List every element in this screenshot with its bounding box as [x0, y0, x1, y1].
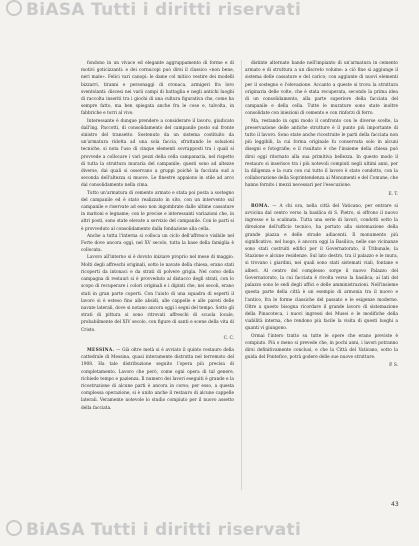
- right-column: [245, 60, 398, 375]
- left-column: [81, 60, 234, 412]
- column-divider: [241, 60, 242, 490]
- paragraph: distinte alternate bande nell'impianto di un'armatura in cemento armato e di struttura a un discreto volume: a ciò fine si aggiunge il sistema delle cassature e del carico; con aggiunte di nuovi elementi per il sostegno e l'elevazione. Accanto a queste si trova la struttura originaria delle volte, che è stata recuperata, secondo la prima idea di un consolidamento, alla parte superiore della facciata del campanile e della cella. Tutte le murature sono state inoltre consolidate con iniezioni di cemento e con rinforzi di ferro.: [245, 61, 398, 117]
- page-number: 43: [391, 501, 399, 508]
- paragraph: Interessante è dunque prendere a considerare il lavoro, giudicato dall'ing. Paccotti, di consolidamento del campanile posto sul fronte sinistro del transetto. Sostenuto da un sistema costituito da un'armatura ridotta ad una sola faccia, sfruttando le soluzioni tecniche, si nota l'uso di cinque elementi sovrapposti tra i quali si provvede a collocare i vari pezzi della cella campanaria, nel rispetto di tutta la struttura muraria del campanile; questi sono ad altezze diverse, dai quali si osservano a gruppi poiché la facciata sud a seconda dell'altezza si muove. Le finestre appaiono in stile ad arco dal consolidamento nella cima.: [81, 118, 234, 189]
- section-heading: MESSINA.: [87, 347, 115, 353]
- watermark-text: BiASA Tutti i diritti riservati: [26, 520, 302, 540]
- paragraph: fondono in un vivace ed elegante aggruppamento di forme e di motivi goticizzanti: e dei cornucopi può dirsi il classico «non bene, neri male». Felici vari canopi: le dame col mitico vestire dei modelli bizzarri, tiranni e personaggi di cronaca, armigeri fra loro sventolanti: discesi nei varii campi di battaglia e negli antichi luoghi di raccolta inseriti tra i giochi di una cultura figurativa che, come ha sempre fatto, ma ben spiegata anche fra le cose e, talvolta, in fabbriche e torri al vivo.: [81, 61, 234, 117]
- paragraph: [81, 347, 234, 412]
- paragraph: [245, 203, 398, 333]
- paragraph: Lavoro all'interno si è dovuto iniziare proprio nel mese di maggio. Molti degli affreschi originali, sotto le navate della chiesa, erano stati ricoperti da intonaci e da strati di polvere grigia. Nel corso della campagna di restauri si è provveduto al distacco degli strati, con lo scopo di recuperare i colori originali e i dipinti che, nei secoli, erano stati in gran parte coperti. Con l'aiuto di una squadra di esperti il lavoro si è esteso fino alle absidi, alle cappelle e alle pareti delle navate laterali, dove si notano ancora oggi i segni del tempo. Sotto gli strati di pittura si sono ritrovati affreschi di scuola locale, probabilmente del XIV secolo, con figure di santi e scene della vita di Cristo.: [81, 255, 234, 333]
- biasa-logo-icon: [6, 0, 22, 16]
- paragraph: Ormai l'intero tratto su tutte le opere che erano previste è compiuto. Più o meno si prevede che, in pochi anni, i lavori potranno dirsi definitivamente conclusi, e che la Città del Vaticano, sotto la guida del Pontefice, potrà godere delle sue nuove strutture.: [245, 333, 398, 361]
- author-signature: P. S.: [389, 363, 398, 369]
- watermark-text: BiASA Tutti i diritti riservati: [26, 0, 302, 20]
- author-signature: C. C.: [223, 335, 234, 341]
- paragraph: Ma, restando in ogni modo il confronto con le diverse scelte, la preservazione delle antiche strutture è il punto più importante di tutto il lavoro. Sono state anche ricostruite le parti della facciata non più leggibili, la cui forma originale fu conservata solo in alcuni disegni e fotografie; e il risultato è che l'insieme della chiesa può dirsi oggi ritornato alla sua primitiva bellezza. In questo modo il restauro si inserisce tra i più notevoli compiuti negli ultimi anni, per la diligenza e la cura con cui tutto il lavoro è stato condotto, con la collaborazione della Soprintendenza ai Monumenti e del Comune, che hanno fornito i mezzi necessari per l'esecuzione.: [245, 118, 398, 189]
- author-signature: E. T.: [388, 191, 398, 197]
- paragraph: Tutto un'armatura di cemento armato e stata poi posta a sostegno del campanile ed è stato realizzato in sito, con un intervento sul campanile e riservate ad esso non ingombrate dalle ultime cassature in mattoni e legname; con le precise e interessanti variazioni che, in altri posti, sono state elevate a servizio del campanile. Con le parti si è provveduto al consolidamento dalla fondazione alla cella.: [81, 190, 234, 232]
- biasa-logo-icon: [6, 520, 22, 536]
- watermark-bottom: [0, 520, 419, 546]
- section-heading: ROMA.: [251, 203, 270, 209]
- paragraph-text: — A chi ora, nella città del Vaticano, per entrare si avvicina dal centro verso la basilica di S. Pietro, si offrono il nuovo ingresso e la scalinata. Tutta una serie di lavori, condotti sotto la direzione dell'ufficio tecnico, ha portato alla sistemazione della grande piazza e delle strade adiacenti. Il monumento più significativo, nel luogo, è ancora oggi la Basilica; nelle sue vicinanze sono stati costruiti edifici per il Governatorato, il Tribunale, la Stazione e alcune residenze. Sul lato destro, tra il palazzo e le mura, si trovano i giardini, nei quali sono stati sistemati viali, fontane e alberi. Al centro del complesso sorge il nuovo Palazzo del Governatorato, la cui facciata è rivolta verso la basilica; ai lati del palazzo sono le sedi degli uffici e delle amministrazioni. Nell'insieme questa parte della città è un esempio di armonia tra il nuovo e l'antico, fra le forme classiche del passato e le esigenze moderne. Oltre a questo bisogna ricordare il grande lavoro di sistemazione della Pinacoteca, i nuovi ingressi dei Musei e le modifiche della viabilità interna, che rendono più facile la visita di questi luoghi a quanti vi giungono.: [245, 203, 398, 332]
- paragraph-text: — Già oltre metà si è avviato il quinto restauro della cattedrale di Messina, quasi interamente distrutta nel terremoto del 1908. Ha tale distribuzione seguito l'opera più precisa di completamento. Lavoro che però, come ogni opera di tal genere, richiede tempo e pazienza. Il numero dei lavori eseguiti è grande e la ricostruzione di alcune parti è ancora in corso; per esso, a questa complessa operazione, si è unito anche il restauro di alcune cappelle laterali. Veramente notevole lo studio compiuto per il nuovo assetto della facciata.: [81, 347, 234, 411]
- paragraph: Anche a tutta l'interna si colloca un ciclo dell'affresco visibile nel Forte dove ancora oggi, nel XV secolo, tutta la base della famiglia è collocata.: [81, 233, 234, 254]
- watermark-top: [0, 0, 419, 26]
